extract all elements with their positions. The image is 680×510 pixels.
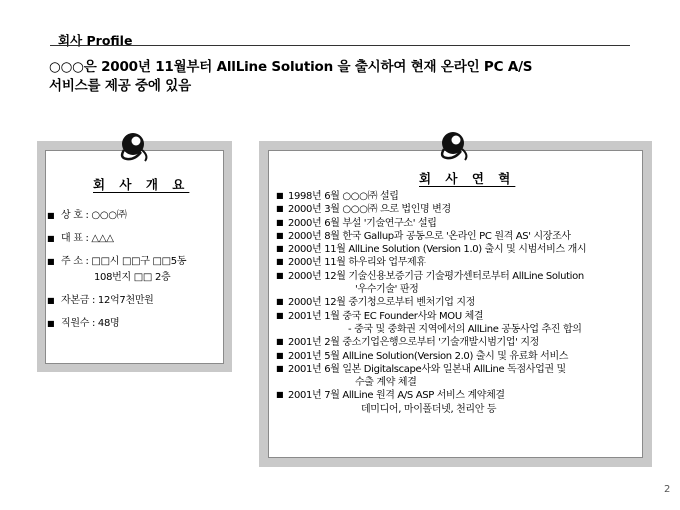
list-item [276,217,656,230]
square-bullet-icon: ■ [47,257,55,266]
profile-item-text: 상 호 : ○○○㈜ [61,210,127,221]
headline-line-2: 서비스를 제공 중에 있음 [49,78,191,94]
square-bullet-icon: ■ [276,270,284,280]
history-item-continuation: 데미디어, 마이폴더넷, 천리안 등 [361,403,497,415]
square-bullet-icon: ■ [276,257,284,267]
profile-item-text: 주 소 : □□시 □□구 □□5동 [61,256,187,267]
history-item-continuation: 수출 계약 체결 [355,377,417,389]
history-item-text: 2000년 8월 한국 Gallup과 공동으로 '온라인 PC 원격 AS' 시장조사 [288,230,571,242]
paperclip-icon [435,127,475,163]
history-item-text: 2000년 11월 하우리와 업무제휴 [288,257,426,269]
list-item [276,310,656,337]
company-overview-heading: 회 사 개 요 [93,177,190,192]
square-bullet-icon: ■ [276,217,284,227]
company-history-heading: 회 사 연 혁 [419,171,516,186]
history-item-text: 2000년 12월 기술신용보증기금 기술평가센터로부터 AllLine Solution [288,270,584,282]
paperclip-icon [115,128,155,164]
square-bullet-icon: ■ [47,296,55,305]
profile-item-subtext: 108번지 □□ 2층 [94,272,171,283]
square-bullet-icon: ■ [47,234,55,243]
list-item [47,318,232,330]
list-item [276,350,656,363]
history-item-text: 2001년 2월 중소기업은행으로부터 '기술개발시범기업' 지정 [288,337,539,349]
square-bullet-icon: ■ [276,337,284,347]
headline-line-1: ○○○은 2000년 11월부터 AllLine Solution 을 출시하여 현재 온라인 PC A/S [49,59,533,75]
square-bullet-icon: ■ [276,191,284,200]
history-item-text: 2001년 7월 AllLine 원격 A/S ASP 서비스 계약체결 [288,390,505,402]
history-item-text: 2001년 5월 AllLine Solution(Version 2.0) 출시 및 유료화 서비스 [288,350,569,362]
list-item [276,230,656,243]
list-item [276,296,656,309]
section-title: 회사 Profile [58,33,133,48]
list-item [47,233,232,245]
square-bullet-icon: ■ [47,319,55,328]
square-bullet-icon: ■ [276,204,284,214]
list-item [276,363,656,390]
square-bullet-icon: ■ [276,310,284,320]
list-item [276,243,656,256]
company-overview-list [47,210,232,341]
headline [49,58,649,96]
square-bullet-icon: ■ [276,230,284,240]
history-item-text: 2001년 1월 중국 EC Founder사와 MOU 체결 [288,310,484,322]
history-item-text: 1998년 6월 ○○○㈜ 설립 [288,191,399,202]
profile-item-text: 직원수 : 48명 [61,318,120,329]
history-item-text: 2000년 11월 AllLine Solution (Version 1.0) 출시 및 시범서비스 개시 [288,244,587,256]
list-item [47,295,232,307]
list-item [276,389,656,416]
history-item-text: 2000년 6월 부설 '기술연구소' 설립 [288,217,437,229]
page-number: 2 [664,484,671,495]
list-item [276,256,656,269]
list-item [276,203,656,216]
history-item-continuation: - 중국 및 중화권 지역에서의 AllLine 공동사업 추진 합의 [348,323,582,335]
company-history-list [276,190,656,416]
history-item-text: 2000년 12월 중기청으로부터 벤처기업 지정 [288,297,476,309]
list-item [276,336,656,349]
square-bullet-icon: ■ [276,390,284,400]
profile-item-text: 자본금 : 12억7천만원 [61,295,154,306]
header-divider [50,45,630,46]
list-item [47,210,232,222]
square-bullet-icon: ■ [47,211,55,220]
square-bullet-icon: ■ [276,363,284,373]
list-item [276,270,656,297]
list-item [276,190,656,203]
square-bullet-icon: ■ [276,244,284,254]
profile-item-text: 대 표 : △△△ [61,233,114,244]
history-item-text: 2001년 6월 일본 Digitalscape사와 일본내 AllLine 독점사업권 및 [288,363,566,375]
square-bullet-icon: ■ [276,350,284,360]
history-item-text: 2000년 3월 ○○○㈜ 으로 법인명 변경 [288,204,451,216]
history-item-continuation: '우수기술' 판정 [355,284,419,296]
square-bullet-icon: ■ [276,297,284,307]
list-item [47,256,232,284]
